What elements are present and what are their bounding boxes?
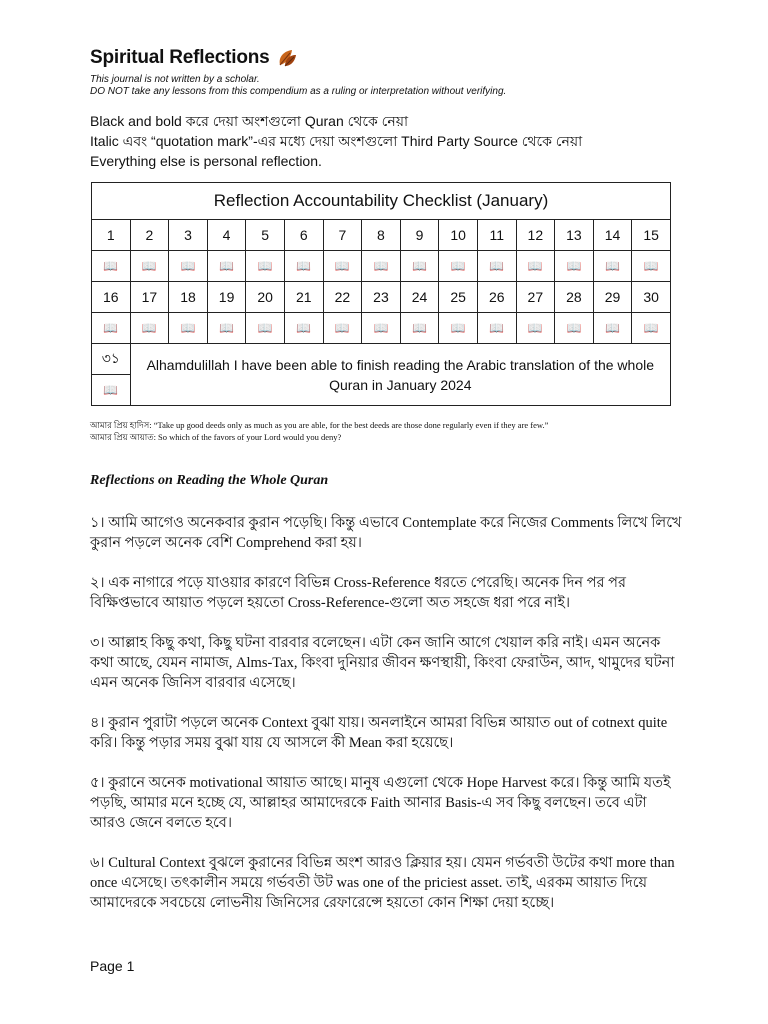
- days-row-2: [92, 282, 671, 313]
- day-cell: 4: [207, 220, 246, 251]
- reflection-paragraph: ৬। Cultural Context বুঝলে কুরানের বিভিন্ন অংশ আরও ক্লিয়ার হয়। যেমন গর্ভবতী উটের কথা more than once এসেছে। তৎকালীন সময়ে গর্ভবতী উট was one of the priciest asset. তাই, এরকম আয়াত দিয়ে আমাদেরকে সবচেয়ে লোভনীয় জিনিসের রেফারেন্সে হয়তো কোন শিক্ষা দেয়া হচ্ছে।: [90, 855, 675, 911]
- day-cell: 29: [593, 282, 632, 313]
- page-number: Page 1: [90, 958, 135, 974]
- book-icon: 📖: [207, 251, 246, 282]
- day-cell: 20: [246, 282, 285, 313]
- day-cell: 30: [632, 282, 671, 313]
- book-icon: 📖: [207, 313, 246, 344]
- formatting-legend: [90, 111, 680, 171]
- document-page: [90, 44, 680, 913]
- title-row: [90, 44, 680, 72]
- books-row-2: [92, 313, 671, 344]
- book-icon: 📖: [362, 313, 401, 344]
- book-icon: 📖: [400, 251, 439, 282]
- book-icon: 📖: [400, 313, 439, 344]
- reflection-paragraph: ৫। কুরানে অনেক motivational আয়াত আছে। মানুষ এগুলো থেকে Hope Harvest করে। কিন্তু আমি যতই পড়ছি, আমার মনে হচ্ছে যে, আল্লাহর আমাদেরকে Faith আনার Basis-এ সব কিছু বলছেন। তবে এটা আরও জেনে বলতে হবে।: [90, 775, 671, 831]
- day-cell: 8: [362, 220, 401, 251]
- reflection-paragraph: ১। আমি আগেও অনেকবার কুরান পড়েছি। কিন্তু এভাবে Contemplate করে নিজের Comments লিখে লিখে কুরান পড়লে অনেক বেশি Comprehend করা হয়।: [90, 515, 682, 551]
- book-icon: 📖: [593, 251, 632, 282]
- book-icon: 📖: [169, 313, 208, 344]
- book-icon: 📖: [439, 251, 478, 282]
- completion-note: Alhamdulillah I have been able to finish reading the Arabic translation of the whole Quran in January 2024: [130, 344, 670, 406]
- section-heading: Reflections on Reading the Whole Quran: [90, 473, 329, 488]
- accountability-checklist-table: [91, 182, 671, 406]
- day-cell: 5: [246, 220, 285, 251]
- legend-quran-line: Black and bold করে দেয়া অংশগুলো Quran থেকে নেয়া: [90, 113, 409, 129]
- day-cell: 27: [516, 282, 555, 313]
- book-icon: 📖: [362, 251, 401, 282]
- day-cell: 16: [92, 282, 131, 313]
- book-icon: 📖: [477, 313, 516, 344]
- book-icon: 📖: [439, 313, 478, 344]
- book-icon: 📖: [593, 313, 632, 344]
- day-cell: 13: [555, 220, 594, 251]
- book-icon: 📖: [555, 313, 594, 344]
- book-icon: 📖: [632, 251, 671, 282]
- day-cell: 3: [169, 220, 208, 251]
- legend-personal-line: Everything else is personal reflection.: [90, 153, 322, 169]
- day-cell: 1: [92, 220, 131, 251]
- reflection-paragraph: ৩। আল্লাহ কিছু কথা, কিছু ঘটনা বারবার বলেছেন। এটা কেন জানি আগে খেয়াল করি নাই। এমন অনেক কথা আছে, যেমন নামাজ, Alms-Tax, কিংবা দুনিয়ার জীবন ক্ষণস্থায়ী, কিংবা ফেরাউন, আদ, থামুদের ঘটনা এমন অনেক জিনিস বারবার এসেছে।: [90, 635, 675, 691]
- day-cell: 21: [284, 282, 323, 313]
- reflection-paragraph: ৪। কুরান পুরাটা পড়লে অনেক Context বুঝা যায়। অনলাইনে আমরা বিভিন্ন আয়াত out of cotnext quite করি। কিন্তু পড়ার সময় বুঝা যায় যে আসলে কী Mean করা হয়েছে।: [90, 715, 668, 751]
- book-icon: 📖: [246, 251, 285, 282]
- favorite-quotes: [90, 419, 680, 443]
- page-title: Spiritual Reflections: [90, 47, 270, 68]
- autumn-leaves-icon: [276, 47, 298, 69]
- disclaimer-ruling: DO NOT take any lessons from this compendium as a ruling or interpretation without verifying.: [90, 86, 507, 97]
- disclaimer-scholar: This journal is not written by a scholar.: [90, 74, 260, 85]
- day-cell: 26: [477, 282, 516, 313]
- book-icon: 📖: [516, 251, 555, 282]
- day-cell: 6: [284, 220, 323, 251]
- reflection-paragraph: ২। এক নাগারে পড়ে যাওয়ার কারণে বিভিন্ন Cross-Reference ধরতে পেরেছি। অনেক দিন পর পর বিক্ষিপ্তভাবে আয়াত পড়লে হয়তো Cross-Reference-গুলো অত সহজে ধরা পরে নাই।: [90, 575, 626, 611]
- book-icon: 📖: [477, 251, 516, 282]
- day-cell: 2: [130, 220, 169, 251]
- day-cell: 18: [169, 282, 208, 313]
- books-row-1: [92, 251, 671, 282]
- day-cell: 12: [516, 220, 555, 251]
- book-icon: 📖: [323, 251, 362, 282]
- book-icon: 📖: [130, 313, 169, 344]
- book-icon: 📖: [92, 313, 131, 344]
- day-cell: 23: [362, 282, 401, 313]
- book-icon: 📖: [516, 313, 555, 344]
- checklist-caption: Reflection Accountability Checklist (January): [92, 183, 671, 220]
- day-cell: 19: [207, 282, 246, 313]
- book-icon: 📖: [246, 313, 285, 344]
- days-row-1: [92, 220, 671, 251]
- book-icon: 📖: [92, 375, 131, 406]
- book-icon: 📖: [284, 313, 323, 344]
- book-icon: 📖: [169, 251, 208, 282]
- day-cell: 17: [130, 282, 169, 313]
- favorite-ayah: আমার প্রিয় আয়াত: So which of the favors of your Lord would you deny?: [90, 432, 342, 442]
- book-icon: 📖: [632, 313, 671, 344]
- legend-third-party-line: Italic এবং “quotation mark”-এর মধ্যে দেয়া অংশগুলো Third Party Source থেকে নেয়া: [90, 133, 583, 149]
- day-cell: 14: [593, 220, 632, 251]
- book-icon: 📖: [130, 251, 169, 282]
- book-icon: 📖: [555, 251, 594, 282]
- day-cell: 25: [439, 282, 478, 313]
- day-cell-31: ৩১: [92, 344, 131, 375]
- day-cell: 11: [477, 220, 516, 251]
- book-icon: 📖: [284, 251, 323, 282]
- book-icon: 📖: [323, 313, 362, 344]
- day-cell: 7: [323, 220, 362, 251]
- reflections-list: [90, 513, 680, 913]
- day-cell: 10: [439, 220, 478, 251]
- day-cell: 28: [555, 282, 594, 313]
- day-cell: 15: [632, 220, 671, 251]
- day-cell: 24: [400, 282, 439, 313]
- book-icon: 📖: [92, 251, 131, 282]
- day-cell: 9: [400, 220, 439, 251]
- favorite-hadith: আমার প্রিয় হাদিস: “Take up good deeds only as much as you are able, for the best deeds are those done regularly even if they are few.”: [90, 420, 549, 430]
- day-cell: 22: [323, 282, 362, 313]
